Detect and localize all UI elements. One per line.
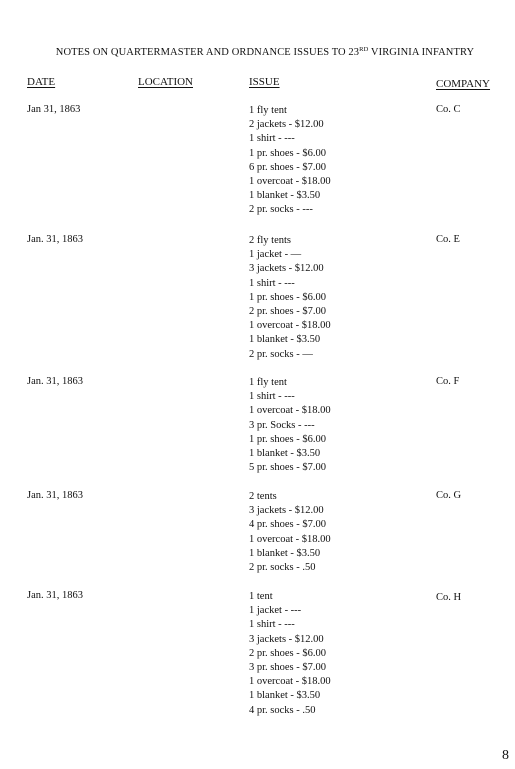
issue-line-item: 3 pr. shoes - $7.00 [249,662,326,674]
issue-line-item: 2 pr. socks - — [249,348,313,360]
entry-company: Co. G [436,490,462,501]
issue-line-item: 3 jackets - $12.00 [249,263,324,275]
column-header-location: LOCATION [138,76,193,88]
entry-company: Co. C [436,104,461,115]
issue-line-item: 1 overcoat - $18.00 [249,405,331,417]
document-title [40,46,490,59]
entry-date: Jan. 31, 1863 [27,234,83,245]
entry-issue-list [249,376,331,475]
issue-line-item: 5 pr. shoes - $7.00 [249,462,326,474]
issue-line-item: 1 blanket - $3.50 [249,448,321,460]
issue-line-item: 2 pr. shoes - $6.00 [249,647,326,659]
issue-line-item: 1 pr. shoes - $6.00 [249,433,326,445]
issue-line-item: 3 pr. Socks - --- [249,419,315,431]
issue-line-item: 1 fly tent [249,105,287,116]
issue-line-item: 3 jackets - $12.00 [249,633,324,645]
issue-line-item: 1 overcoat - $18.00 [249,320,331,332]
issue-line-item: 1 blanket - $3.50 [249,190,321,202]
issue-line-item: 1 overcoat - $18.00 [249,533,331,545]
issue-line-item: 2 pr. shoes - $7.00 [249,306,326,318]
column-header-issue: ISSUE [249,76,280,88]
issue-line-item: 2 tents [249,491,277,502]
title-superscript: RD [359,46,369,53]
entry-issue-list [249,490,331,575]
issue-line-item: 1 shirt - --- [249,391,295,403]
title-text-rest: VIRGINIA INFANTRY [368,47,475,58]
issue-line-item: 1 overcoat - $18.00 [249,676,331,688]
issue-line-item: 1 blanket - $3.50 [249,547,321,559]
column-header-date: DATE [27,76,56,88]
entry-date: Jan. 31, 1863 [27,490,83,501]
issue-line-item: 1 pr. shoes - $6.00 [249,147,326,159]
entry-issue-list [249,590,331,718]
entry-issue-list [249,234,331,362]
title-text-main: NOTES ON QUARTERMASTER AND ORDNANCE ISSUES TO 23 [55,47,360,58]
issue-line-item: 2 pr. socks - .50 [249,562,316,574]
issue-line-item: 4 pr. socks - .50 [249,704,316,716]
issue-line-item: 1 jacket - --- [249,605,302,617]
column-header-company: COMPANY [436,78,491,90]
issue-line-item: 1 pr. shoes - $6.00 [249,291,326,303]
issue-line-item: 1 shirt - --- [249,133,295,145]
entry-date: Jan. 31, 1863 [27,376,83,387]
entry-issue-list [249,104,331,218]
issue-line-item: 6 pr. shoes - $7.00 [249,161,326,173]
issue-line-item: 1 fly tent [249,377,287,388]
issue-line-item: 1 jacket - — [249,249,302,261]
entry-company: Co. H [436,592,462,603]
issue-line-item: 1 shirt - --- [249,619,295,631]
issue-line-item: 2 fly tents [249,235,291,246]
issue-line-item: 1 blanket - $3.50 [249,334,321,346]
issue-line-item: 2 pr. socks - --- [249,204,313,216]
entry-date: Jan. 31, 1863 [27,590,83,601]
entry-date: Jan 31, 1863 [27,104,81,115]
entry-company: Co. E [436,234,460,245]
issue-line-item: 2 jackets - $12.00 [249,119,324,131]
issue-line-item: 3 jackets - $12.00 [249,505,324,517]
issue-line-item: 1 shirt - --- [249,277,295,289]
issue-line-item: 1 blanket - $3.50 [249,690,321,702]
entry-company: Co. F [436,376,460,387]
page-number: 8 [502,748,509,763]
issue-line-item: 1 overcoat - $18.00 [249,176,331,188]
issue-line-item: 4 pr. shoes - $7.00 [249,519,326,531]
issue-line-item: 1 tent [249,591,273,602]
